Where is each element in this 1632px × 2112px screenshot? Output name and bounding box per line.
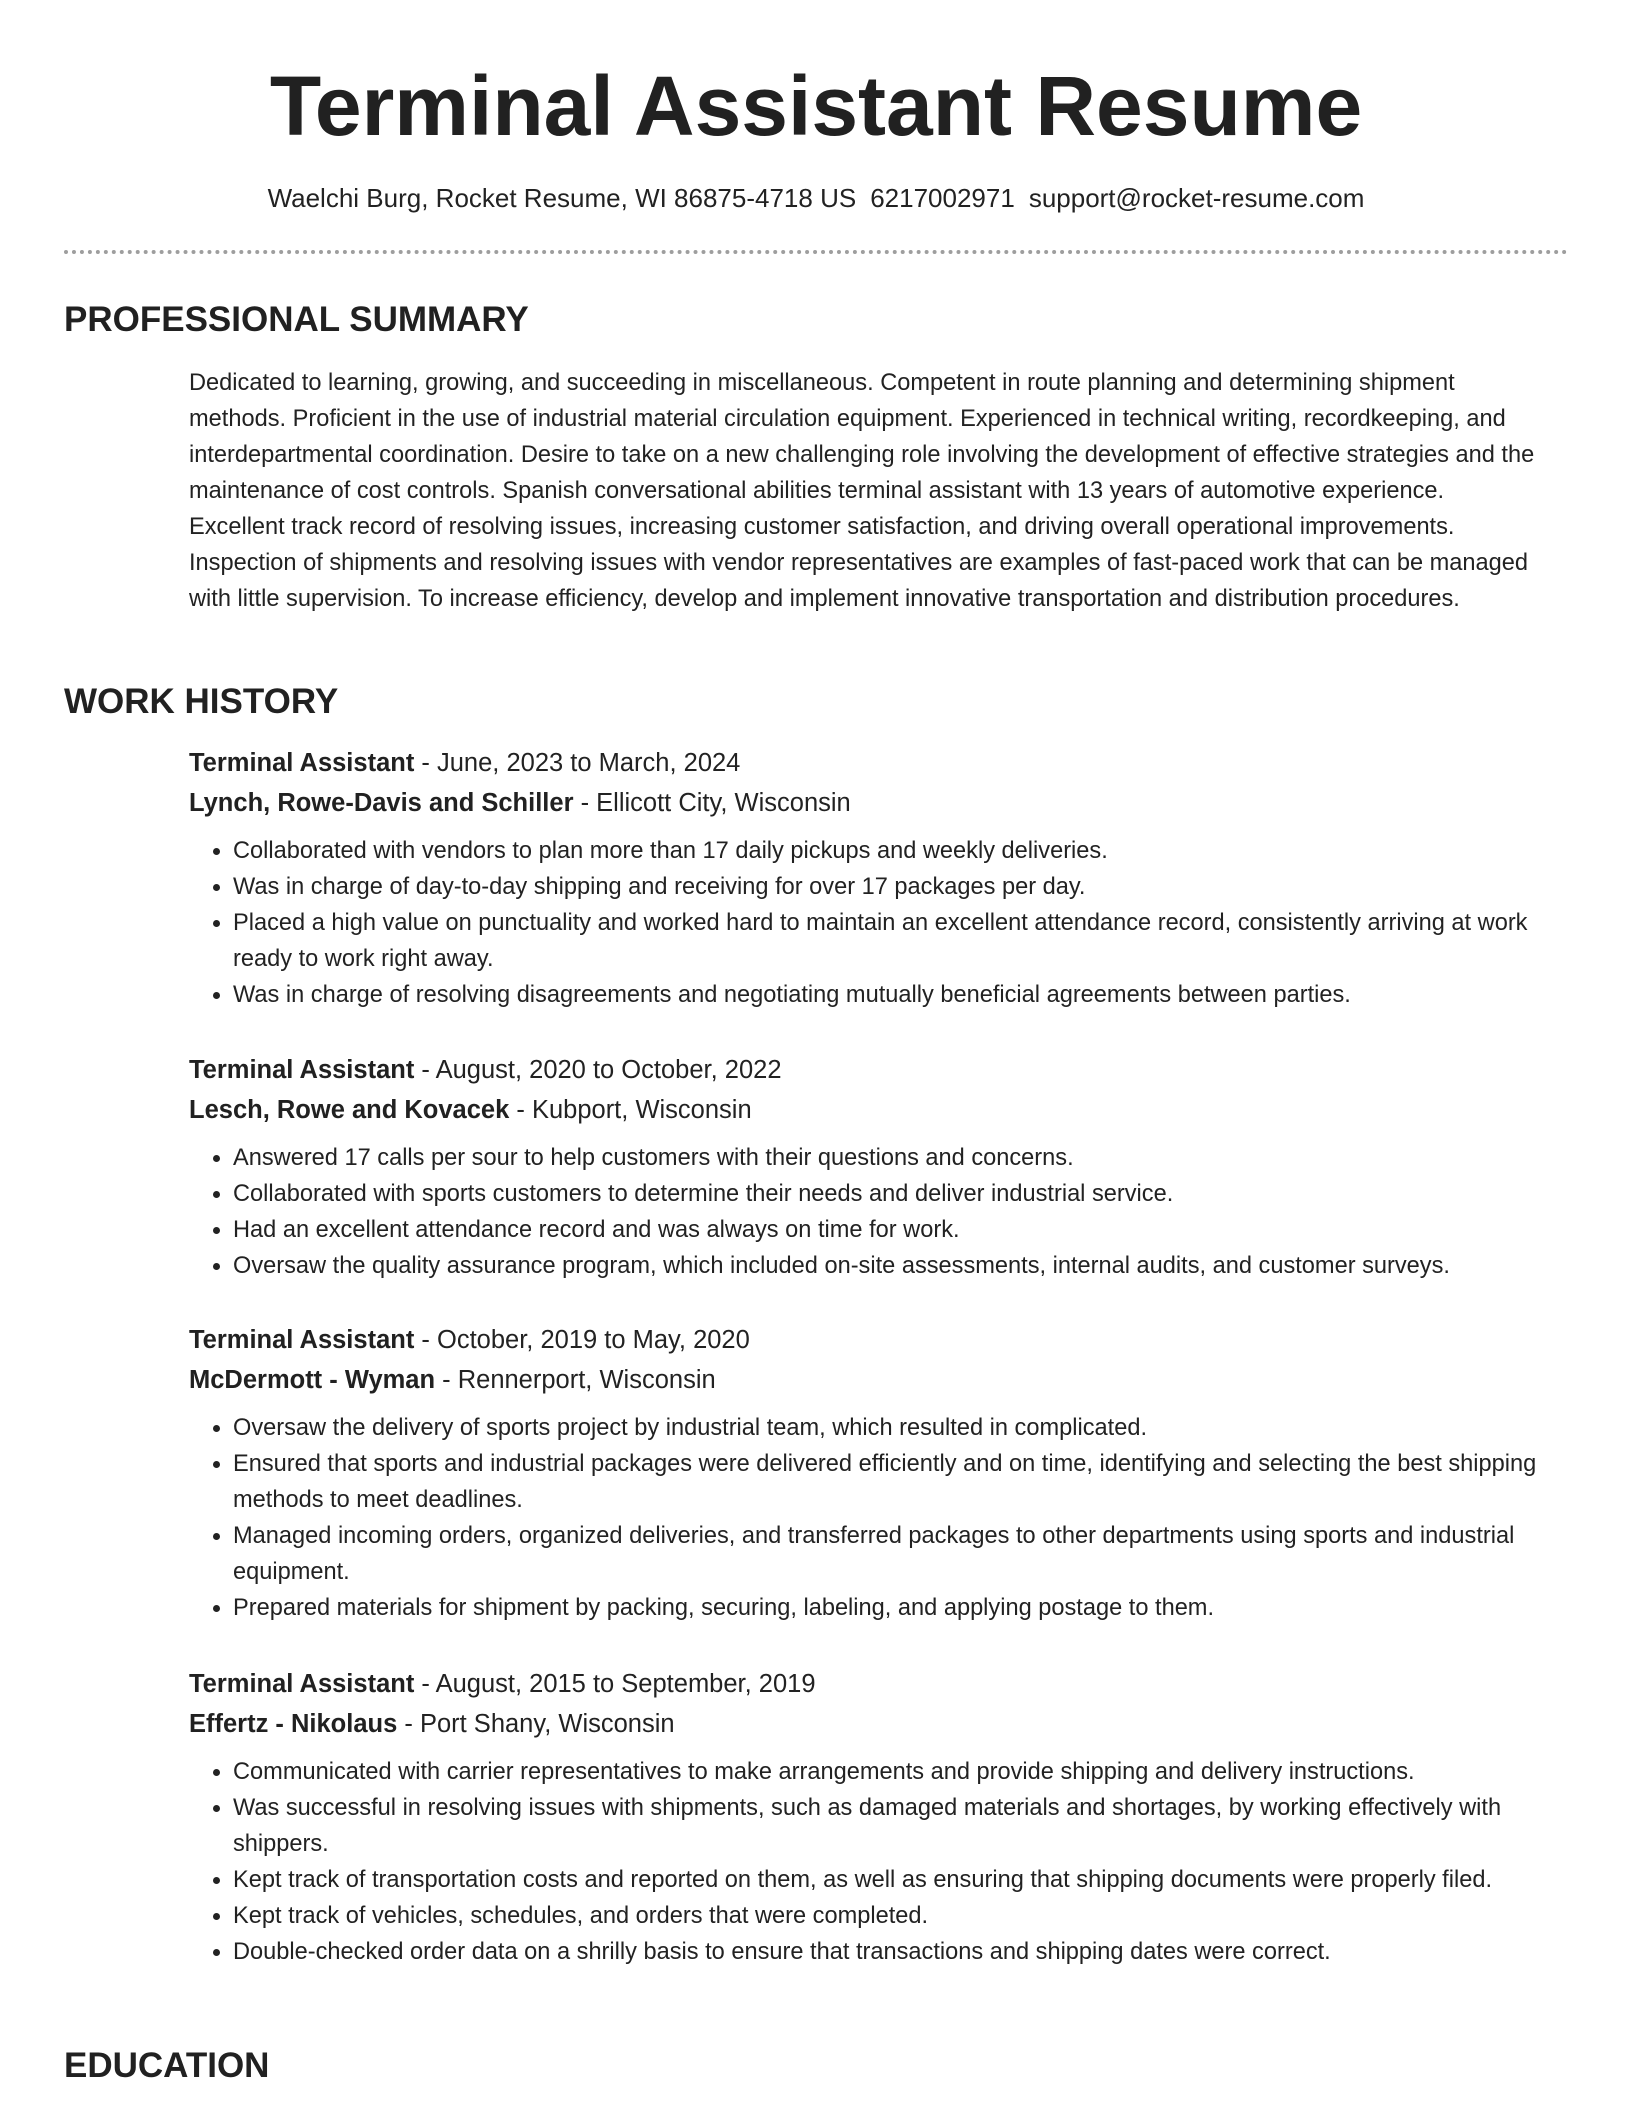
job-company-line: [189, 1704, 1559, 1744]
job-location: - Rennerport, Wisconsin: [435, 1366, 716, 1394]
job-bullet: • Oversaw the delivery of sports project by industrial team, which resulted in complicated.: [233, 1410, 1559, 1446]
contact-line: [0, 180, 1632, 216]
job-bullets: [189, 1410, 1559, 1626]
job-dates: - October, 2019 to May, 2020: [414, 1326, 750, 1354]
job-company: Lesch, Rowe and Kovacek: [189, 1096, 510, 1124]
job-bullet: • Managed incoming orders, organized deliveries, and transferred packages to other departments using sports and industrial equipment.: [233, 1518, 1559, 1590]
job-bullet: • Was successful in resolving issues with shipments, such as damaged materials and shortages, by working effectively with shippers.: [233, 1790, 1559, 1862]
job-company: Effertz - Nikolaus: [189, 1710, 398, 1738]
job-company-line: [189, 1360, 1559, 1400]
resume-title: Terminal Assistant Resume: [269, 59, 1363, 153]
job-bullet: • Ensured that sports and industrial packages were delivered efficiently and on time, identifying and selecting the best shipping methods to meet deadlines.: [233, 1446, 1559, 1518]
job-company-line: [189, 1090, 1559, 1130]
summary-heading: PROFESSIONAL SUMMARY: [64, 300, 529, 339]
job-bullet: • Answered 17 calls per sour to help customers with their questions and concerns.: [233, 1140, 1559, 1176]
job-title-line: [189, 1050, 1559, 1090]
job-bullet: • Kept track of vehicles, schedules, and orders that were completed.: [233, 1898, 1559, 1934]
job-title-line: [189, 1320, 1559, 1360]
header-divider: [64, 250, 1568, 254]
job-bullet: • Communicated with carrier representatives to make arrangements and provide shipping and delivery instructions.: [233, 1754, 1559, 1790]
job-bullet: • Prepared materials for shipment by packing, securing, labeling, and applying postage to them.: [233, 1590, 1559, 1626]
job-bullet: • Kept track of transportation costs and reported on them, as well as ensuring that shipping documents were properly filed.: [233, 1862, 1559, 1898]
job-dates: - June, 2023 to March, 2024: [414, 749, 741, 777]
job-location: - Port Shany, Wisconsin: [397, 1710, 675, 1738]
job-entry: [189, 743, 1559, 1013]
job-location: - Ellicott City, Wisconsin: [573, 789, 851, 817]
job-bullets: [189, 1754, 1559, 1970]
job-location: - Kubport, Wisconsin: [509, 1096, 752, 1124]
summary-text: Dedicated to learning, growing, and succeeding in miscellaneous. Competent in route planning and determining shipment methods. Proficient in the use of industrial material circulation equipment. Experienced in technical writing, recordkeeping, and interdepartmental coordination. Desire to take on a new challenging role involving the development of effective strategies and the maintenance of cost controls. Spanish conversational abilities terminal assistant with 13 years of automotive experience. Excellent track record of resolving issues, increasing customer satisfaction, and driving overall operational improvements. Inspection of shipments and resolving issues with vendor representatives are examples of fast-paced work that can be managed with little supervision. To increase efficiency, develop and implement innovative transportation and distribution procedures.: [189, 370, 1535, 612]
job-title: Terminal Assistant: [189, 1326, 415, 1354]
job-bullets: [189, 833, 1559, 1013]
job-company-line: [189, 783, 1559, 823]
job-bullet: • Had an excellent attendance record and was always on time for work.: [233, 1212, 1559, 1248]
job-title: Terminal Assistant: [189, 749, 415, 777]
job-dates: - August, 2020 to October, 2022: [414, 1056, 782, 1084]
job-title-line: [189, 1664, 1559, 1704]
job-entry: [189, 1664, 1559, 1970]
contact-email: support@rocket-resume.com: [1028, 183, 1365, 213]
job-bullet: • Double-checked order data on a shrilly basis to ensure that transactions and shipping dates were correct.: [233, 1934, 1559, 1970]
job-bullet: • Was in charge of day-to-day shipping and receiving for over 17 packages per day.: [233, 869, 1559, 905]
job-company: McDermott - Wyman: [189, 1366, 436, 1394]
job-entry: [189, 1050, 1559, 1284]
job-dates: - August, 2015 to September, 2019: [414, 1670, 816, 1698]
contact-phone: 6217002971: [870, 183, 1015, 213]
job-entry: [189, 1320, 1559, 1626]
job-bullet: • Oversaw the quality assurance program, which included on-site assessments, internal audits, and customer surveys.: [233, 1248, 1559, 1284]
job-bullet: • Placed a high value on punctuality and worked hard to maintain an excellent attendance record, consistently arriving at work ready to work right away.: [233, 905, 1559, 977]
education-heading: EDUCATION: [64, 2046, 270, 2085]
job-bullet: • Collaborated with vendors to plan more than 17 daily pickups and weekly deliveries.: [233, 833, 1559, 869]
job-title-line: [189, 743, 1559, 783]
job-bullet: • Collaborated with sports customers to determine their needs and deliver industrial service.: [233, 1176, 1559, 1212]
work-history-heading: WORK HISTORY: [64, 682, 339, 721]
contact-address: Waelchi Burg, Rocket Resume, WI 86875-4718 US: [267, 183, 857, 213]
job-company: Lynch, Rowe-Davis and Schiller: [189, 789, 574, 817]
job-title: Terminal Assistant: [189, 1670, 415, 1698]
job-bullets: [189, 1140, 1559, 1284]
job-title: Terminal Assistant: [189, 1056, 415, 1084]
job-bullet: • Was in charge of resolving disagreements and negotiating mutually beneficial agreements between parties.: [233, 977, 1559, 1013]
